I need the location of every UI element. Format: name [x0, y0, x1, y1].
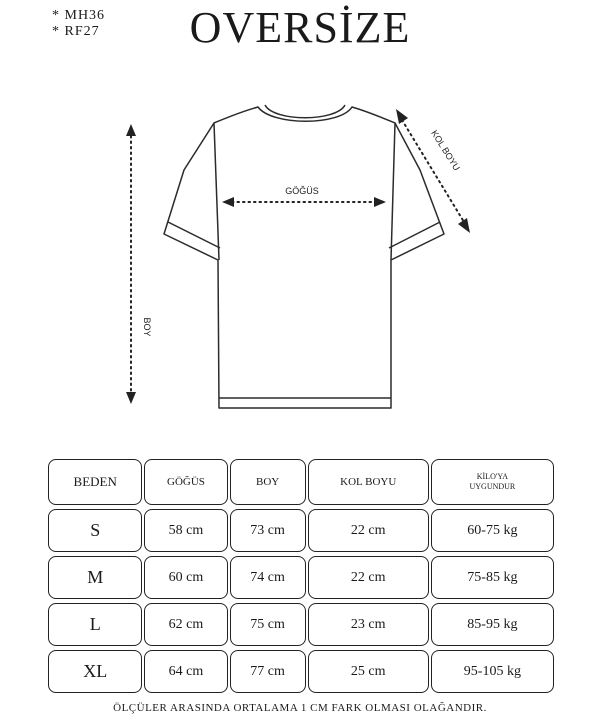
product-code-1: * MH36: [52, 8, 106, 23]
sleeve-cell: 25 cm: [308, 650, 429, 693]
weight-cell: 95-105 kg: [431, 650, 554, 693]
weight-cell: 60-75 kg: [431, 509, 554, 552]
length-cell: 74 cm: [230, 556, 306, 599]
header-sleeve: KOL BOYU: [308, 459, 429, 505]
header-weight: [431, 459, 554, 505]
header-size: BEDEN: [48, 459, 142, 505]
chest-cell: 60 cm: [144, 556, 227, 599]
sleeve-cell: 22 cm: [308, 556, 429, 599]
sleeve-label: KOL BOYU: [429, 128, 462, 173]
length-label: BOY: [142, 317, 152, 337]
length-measure-arrow: [126, 124, 136, 404]
size-cell: S: [48, 509, 142, 552]
product-code-2: * RF27: [52, 24, 100, 39]
header-weight-line-1: KİLO'YA: [476, 472, 508, 481]
size-cell: XL: [48, 650, 142, 693]
length-cell: 73 cm: [230, 509, 306, 552]
table-header-row: [48, 459, 554, 505]
sleeve-cell: 22 cm: [308, 509, 429, 552]
table-row: [48, 650, 554, 693]
size-cell: L: [48, 603, 142, 646]
header-weight-line-2: UYGUNDUR: [469, 482, 516, 491]
measurement-note: ÖLÇÜLER ARASINDA ORTALAMA 1 CM FARK OLMASI OLAĞANDIR.: [113, 702, 487, 714]
header-length: BOY: [230, 459, 306, 505]
header-chest: GÖĞÜS: [144, 459, 227, 505]
tshirt-outline: [164, 105, 444, 408]
sleeve-cell: 23 cm: [308, 603, 429, 646]
table-row: [48, 556, 554, 599]
length-cell: 75 cm: [230, 603, 306, 646]
table-row: [48, 603, 554, 646]
chest-cell: 62 cm: [144, 603, 227, 646]
table-row: [48, 509, 554, 552]
length-cell: 77 cm: [230, 650, 306, 693]
chest-cell: 64 cm: [144, 650, 227, 693]
tshirt-size-diagram: [0, 90, 600, 435]
size-table: [46, 455, 556, 697]
size-cell: M: [48, 556, 142, 599]
weight-cell: 85-95 kg: [431, 603, 554, 646]
page-title: OVERSİZE: [189, 3, 411, 52]
chest-label: GÖĞÜS: [285, 186, 319, 196]
weight-cell: 75-85 kg: [431, 556, 554, 599]
chest-cell: 58 cm: [144, 509, 227, 552]
